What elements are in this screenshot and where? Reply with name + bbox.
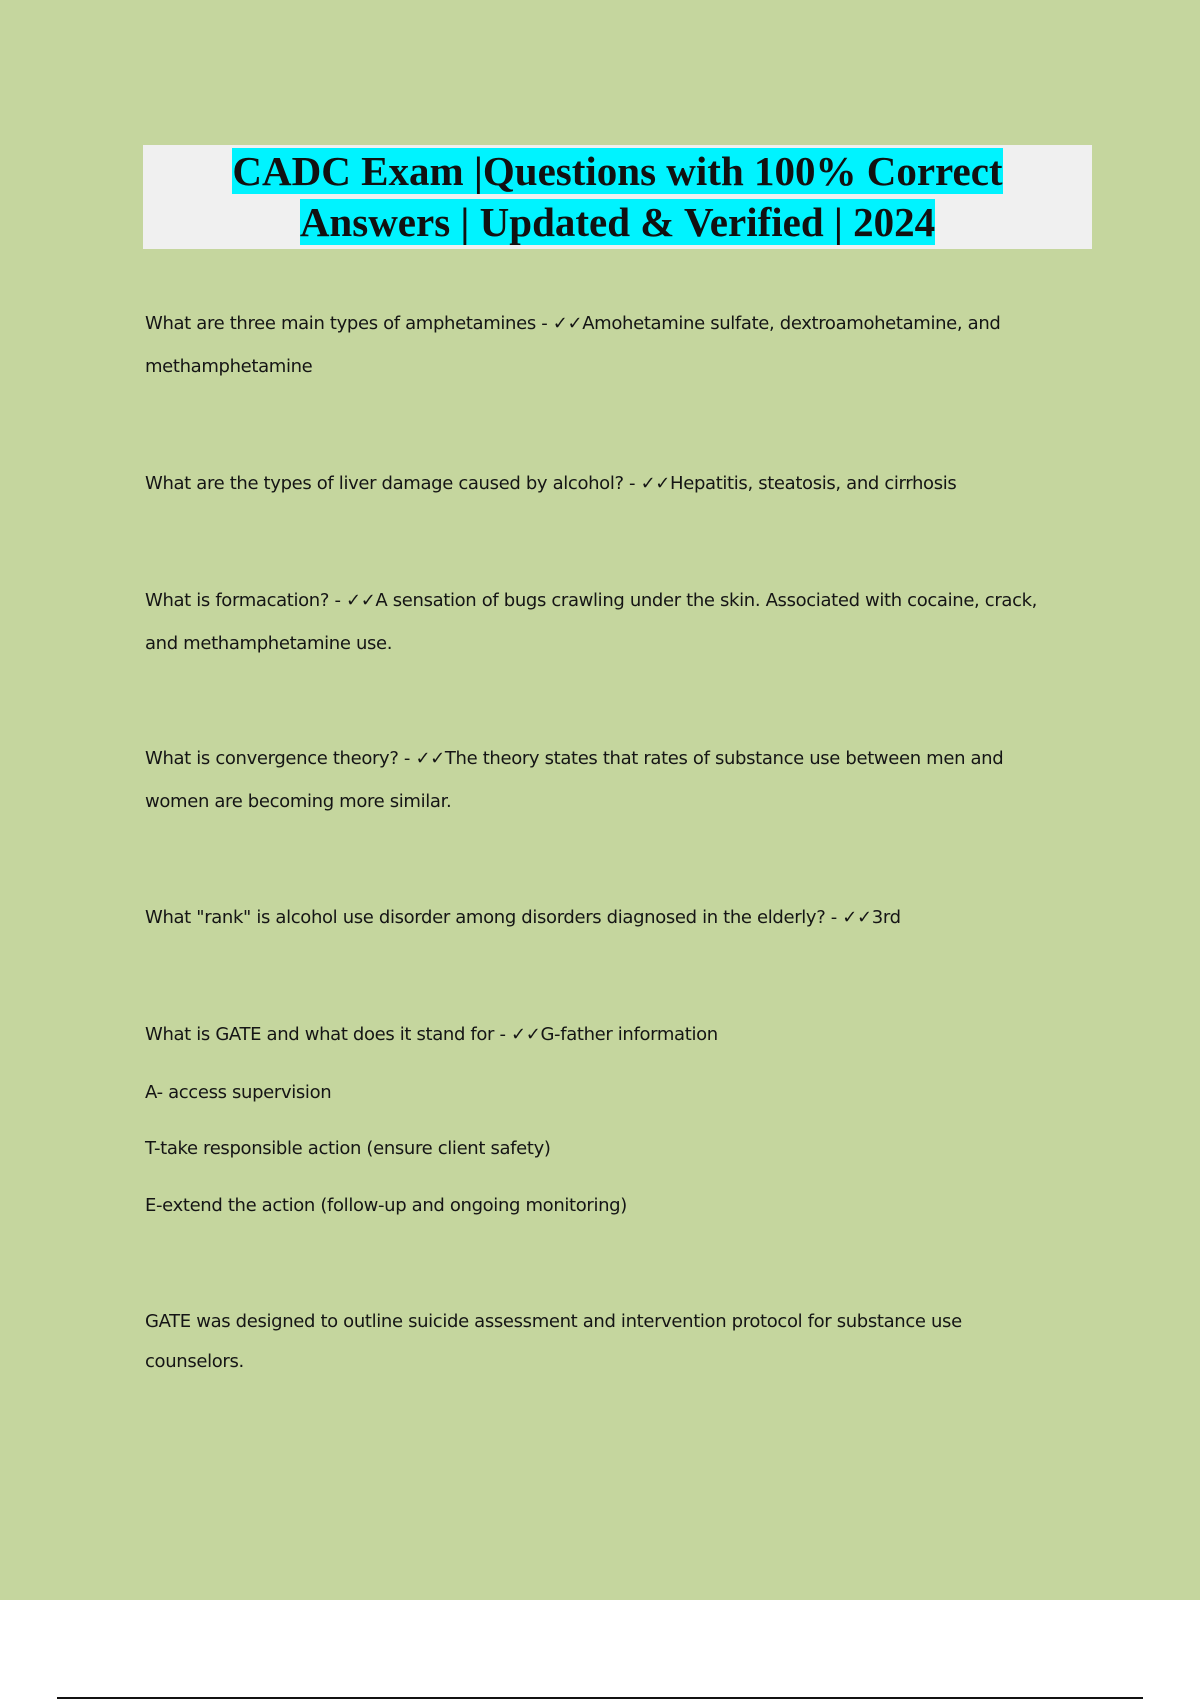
document-title	[143, 145, 1092, 249]
qa-line: What "rank" is alcohol use disorder among disorders diagnosed in the elderly? - ✓✓3rd	[145, 907, 901, 928]
qa-line: E-extend the action (follow-up and ongoing monitoring)	[145, 1195, 627, 1216]
qa-line: What is GATE and what does it stand for - ✓✓G-father information	[145, 1024, 718, 1045]
qa-line: What is convergence theory? - ✓✓The theory states that rates of substance use between men and	[145, 748, 1004, 769]
title-line-1: CADC Exam |Questions with 100% Correct	[232, 148, 1003, 194]
qa-line: What are three main types of amphetamines - ✓✓Amohetamine sulfate, dextroamohetamine, and	[145, 313, 1001, 334]
footer-rule	[57, 1697, 1143, 1699]
qa-line: A- access supervision	[145, 1082, 332, 1103]
qa-line: women are becoming more similar.	[145, 791, 452, 812]
qa-line: T-take responsible action (ensure client safety)	[145, 1138, 551, 1159]
qa-line: and methamphetamine use.	[145, 633, 393, 654]
title-line-2: Answers | Updated & Verified | 2024	[299, 199, 936, 245]
qa-line: What is formacation? - ✓✓A sensation of bugs crawling under the skin. Associated with cocaine, crack,	[145, 590, 1038, 611]
qa-line: What are the types of liver damage caused by alcohol? - ✓✓Hepatitis, steatosis, and cirrhosis	[145, 473, 957, 494]
qa-line: counselors.	[145, 1351, 244, 1372]
qa-line: GATE was designed to outline suicide assessment and intervention protocol for substance use	[145, 1311, 962, 1332]
qa-line: methamphetamine	[145, 356, 313, 377]
